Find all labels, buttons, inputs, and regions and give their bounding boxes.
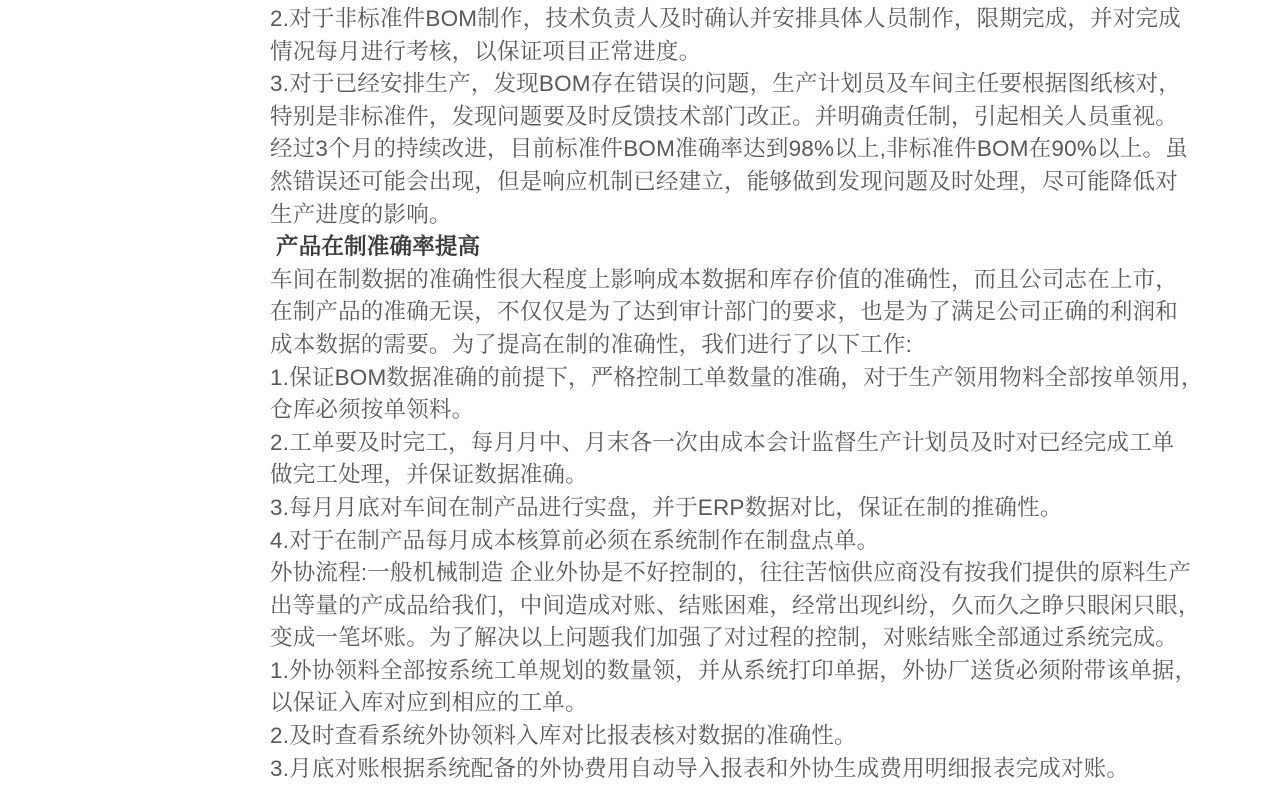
text-line: 以保证入库对应到相应的工单。 (270, 690, 588, 716)
text-line: 经过3个月的持续改进，目前标准件BOM准确率达到98%以上,非标准件BOM在90%以上。虽 (270, 136, 1188, 162)
text-line: 仓库必须按单领料。 (270, 397, 475, 423)
text-line: 在制产品的准确无误，不仅仅是为了达到审计部门的要求，也是为了满足公司正确的利润和 (270, 299, 1179, 325)
text-line: 2.工单要及时完工，每月月中、月末各一次由成本会计监督生产计划员及时对已经完成工单 (270, 429, 1175, 455)
section-heading: 产品在制准确率提高 (276, 234, 481, 260)
text-line: 2.对于非标准件BOM制作，技术负责人及时确认并安排具体人员制作，限期完成，并对完成 (270, 6, 1181, 31)
text-line: 特别是非标准件，发现问题要及时反馈技术部门改正。并明确责任制，引起相关人员重视。 (270, 103, 1179, 129)
text-line: 1.保证BOM数据准确的前提下，严格控制工单数量的准确，对于生产领用物料全部按单领用， (270, 364, 1204, 390)
text-line: 成本数据的需要。为了提高在制的准确性，我们进行了以下工作: (270, 331, 913, 357)
text-line: 车间在制数据的准确性很大程度上影响成本数据和库存价值的准确性，而且公司志在上市， (270, 266, 1179, 292)
text-line: 情况每月进行考核，以保证项目正常进度。 (270, 38, 702, 64)
text-line: 1.外协领料全部按系统工单规划的数量领，并从系统打印单据，外协厂送货必须附带该单据， (270, 657, 1198, 683)
text-line: 生产进度的影响。 (270, 201, 452, 227)
text-line: 外协流程:一般机械制造 企业外协是不好控制的，往往苦恼供应商没有按我们提供的原料生产 (270, 560, 1191, 586)
text-line: 4.对于在制产品每月成本核算前必须在系统制作在制盘点单。 (270, 527, 880, 553)
text-line: 3.对于已经安排生产，发现BOM存在错误的问题，生产计划员及车间主任要根据图纸核对， (270, 71, 1181, 97)
text-line: 然错误还可能会出现，但是响应机制已经建立，能够做到发现问题及时处理，尽可能降低对 (270, 168, 1179, 194)
text-line: 3.每月月底对车间在制产品进行实盘，并于ERP数据对比，保证在制的推确性。 (270, 494, 1063, 520)
text-line: 做完工处理，并保证数据准确。 (270, 462, 588, 488)
text-line: 变成一笔坏账。为了解决以上问题我们加强了对过程的控制，对账结账全部通过系统完成。 (270, 625, 1179, 651)
text-line: 出等量的产成品给我们，中间造成对账、结账困难，经常出现纠纷，久而久之睁只眼闲只眼， (270, 592, 1201, 618)
text-line: 2.及时查看系统外协领料入库对比报表核对数据的准确性。 (270, 723, 857, 749)
text-line: 3.月底对账根据系统配备的外协费用自动导入报表和外协生成费用明细报表完成对账。 (270, 755, 1130, 781)
article-content (270, 3, 1230, 785)
